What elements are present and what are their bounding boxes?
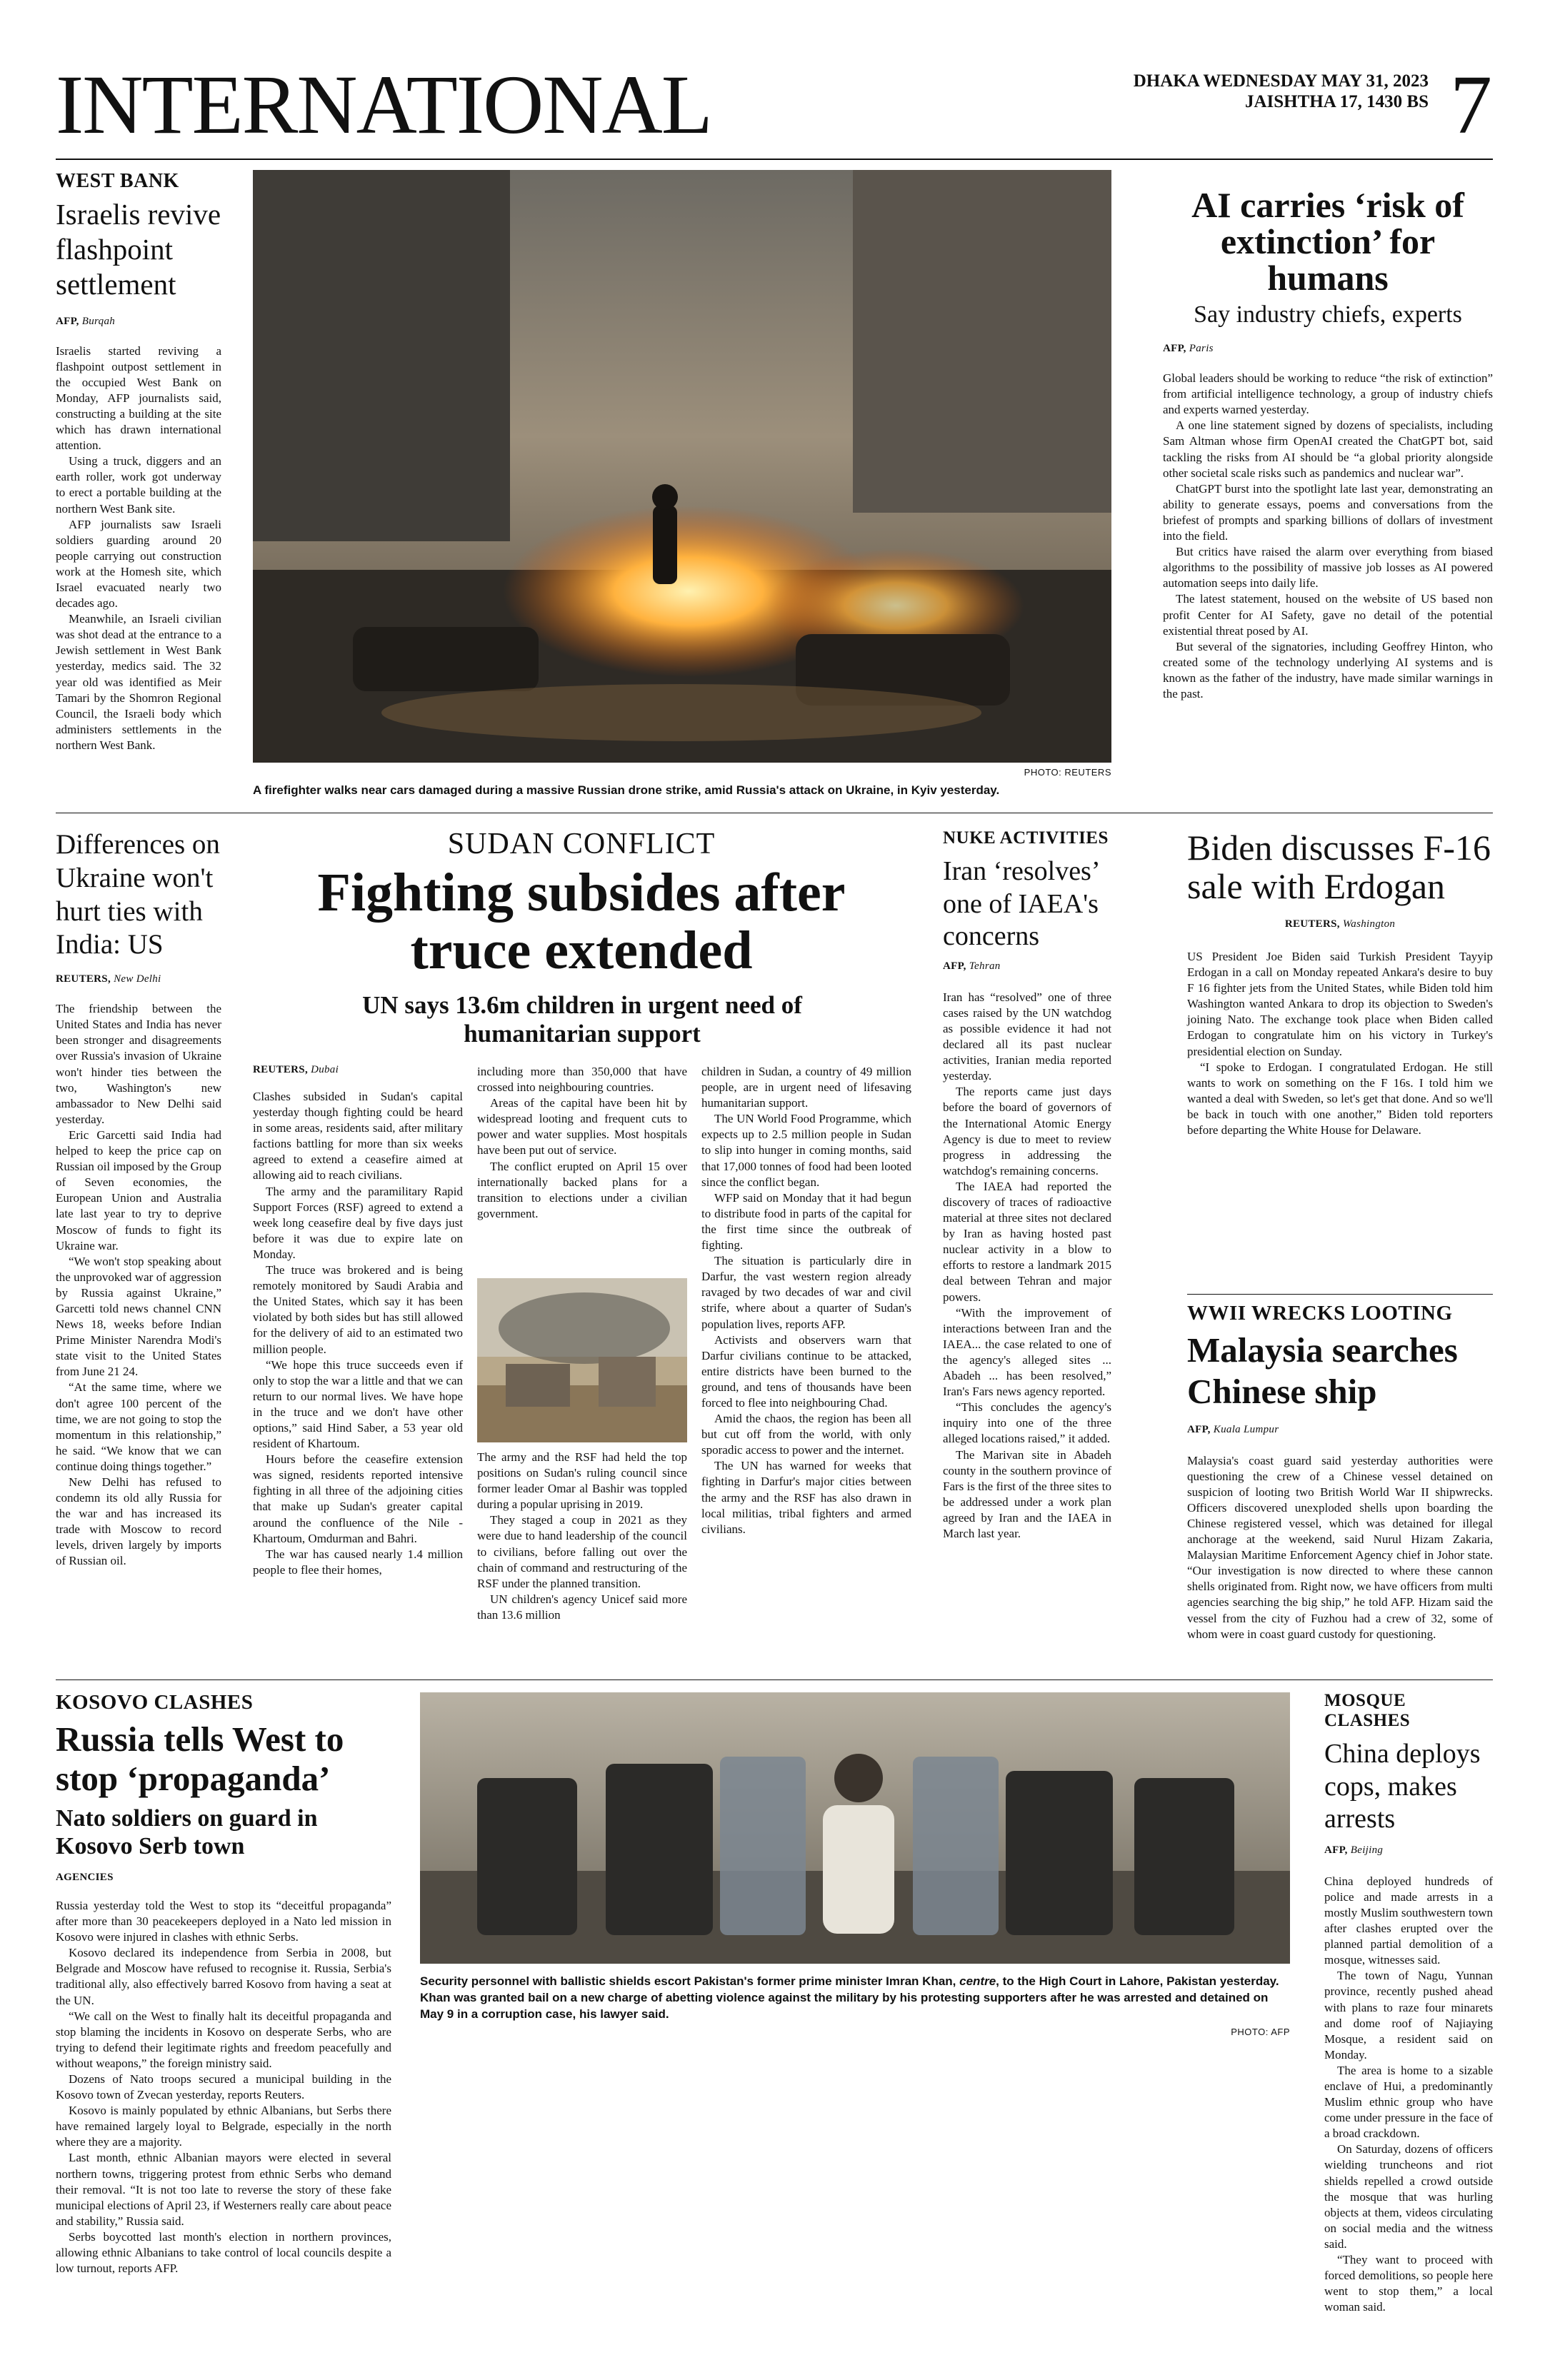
subheadline: Nato soldiers on guard in Kosovo Serb town [56, 1804, 318, 1859]
photo-sudan-inset [477, 1278, 687, 1442]
byline: AGENCIES [56, 1871, 114, 1883]
headline[interactable]: Israelis revive flashpoint settlement [56, 198, 221, 301]
byline: AFP, Burqah [56, 315, 116, 327]
section-divider [56, 1679, 1493, 1680]
byline: REUTERS, Washington [1284, 918, 1396, 930]
article-body: Iran has “resolved” one of three cases raised by the UN watchdog as possible evidence it had not declared all its past nuclear activities, Iranian media reported yesterday. The reports came just days before the board of governors of the International Atomic Energy Agency is due to meet to review progress in addressing the watchdog's remaining concerns. The IAEA had reported the discovery of traces of radioactive material at three sites not declared by Iran as having hosted past nuclear activity in a blow to efforts to restore a landmark 2015 deal between Tehran and major powers. “With the improvement of interactions between Iran and the IAEA... the case related to one of the agency's alleged sites ... Abadeh ... has been resolved,” Iran's Fars news agency reported. “This concludes the agency's inquiry into one of the three alleged locations raised,” it added. The Marivan site in Abadeh county in the southern province of Fars is the first of the three sites to be addressed under a work plan agreed by Iran and the IAEA in March last year. [943, 990, 1111, 1540]
sudan-column-3: children in Sudan, a country of 49 million people, are in urgent need of lifesaving humanitarian support. The UN World Food Programme, which expects up to 2.5 million people in Sudan to slip into hunger in coming months, said that 17,000 tonnes of food had been looted since the conflict began. WFP said on Monday that it had begun to distribute food in parts of the capital for the first time since the outbreak of fighting. The situation is particularly dire in Darfur, the vast western region already ravaged by two decades of war and civil strife, where about a quarter of Sudan's population lives, reports AFP. Activists and observers warn that Darfur civilians continue to be attacked, entire districts have been burned to the ground, and tens of thousands have been forced to flee into neighbouring Chad. Amid the chaos, the region has been all but cut off from the world, with only sporadic access to power and the internet. The UN has warned for weeks that fighting in Darfur's major cities between the army and the RSF has also drawn in local militias, tribal fighters and armed civilians. [701, 1065, 911, 1536]
photo-kyiv-drone-strike [253, 170, 1111, 763]
dateline-date: DHAKA WEDNESDAY MAY 31, 2023 [1133, 71, 1429, 91]
subheadline: Say industry chiefs, experts [1194, 301, 1462, 328]
photo-illustration [477, 1278, 687, 1442]
dateline [1114, 71, 1429, 113]
sudan-column-1: Clashes subsided in Sudan's capital yesterday though fighting could be heard in some areas, residents said, after military factions battling for more than six weeks agreed to extend a ceasefire aimed at allowing aid to reach civilians. The army and the paramilitary Rapid Support Forces (RSF) agreed to extend a week long ceasefire deal by five days just before it was due to expire late on Monday. The truce was brokered and is being remotely monitored by Saudi Arabia and the United States, which say it has been violated by both sides but has still allowed for the delivery of aid to an estimated two million people. “We hope this truce succeeds even if only to stop the war a little and that we can return to our normal lives. We have hope in the truce and we don't have other options,” said Hind Saber, a 53 year old resident of Khartoum. Hours before the ceasefire extension was signed, residents reported intensive fighting in all three of the adjoining cities that make up Sudan's greater capital around the confluence of the Nile - Khartoum, Omdurman and Bahri. The war has caused nearly 1.4 million people to flee their homes, [253, 1090, 463, 1577]
article-west-bank [56, 170, 221, 753]
byline: AFP, Paris [1163, 343, 1214, 355]
photo-credit: PHOTO: REUTERS [1024, 767, 1111, 778]
sudan-subheadline: UN says 13.6m children in urgent need of humanitarian support [362, 991, 802, 1048]
kicker: WEST BANK [56, 170, 179, 192]
byline: AFP, Kuala Lumpur [1187, 1423, 1279, 1435]
article-body: Malaysia's coast guard said yesterday authorities were questioning the crew of a Chinese vessel detained on suspicion of looting two British World War II shipwrecks. Officers discovered unexploded shells upon boarding the Chinese registered vessel, which was detained for illegal anchorage at the weekend, said Nurul Hizam Zakaria, Malaysian Maritime Enforcement Agency chief in Johor state. “Our investigation is now directed to where these cannon shells originated from. Right now, we have officers from multi agencies searching the big ship,” he told AFP. Hizam said the vessel from the city of Fuzhou had a crew of 32, some of whom were in coast guard custody for questioning. [1187, 1453, 1493, 1641]
masthead-rule [56, 159, 1493, 160]
headline[interactable]: AI carries ‘risk of extinction’ for humans [1191, 185, 1464, 298]
photo-credit: PHOTO: AFP [1231, 2027, 1290, 2037]
article-malaysia-ship [1187, 1294, 1493, 1642]
photo-caption: Security personnel with ballistic shields escort Pakistan's former prime minister Imran Khan, centre, to the High Court in Lahore, Pakistan yesterday. Khan was granted bail on a new charge of abetting violence against the military by his protesting supporters after he was arrested and detained on May 9 in a corruption case, his lawyer said. [420, 1974, 1279, 2021]
kicker: NUKE ACTIVITIES [943, 828, 1109, 848]
headline[interactable]: Differences on Ukraine won't hurt ties with India: US [56, 829, 220, 960]
sudan-column-2-top: including more than 350,000 that have crossed into neighbouring countries. Areas of the capital have been hit by widespread looting and frequent cuts to power and water supplies. Most hospitals have been put out of service. The conflict erupted on April 15 over internationally backed plans for a transition to elections under a civilian government. [477, 1065, 687, 1220]
article-kosovo [56, 1691, 391, 2276]
dateline-bangla-date: JAISHTHA 17, 1430 BS [1244, 91, 1429, 111]
article-body: China deployed hundreds of police and made arrests in a mostly Muslim southwestern town after clashes erupted over the planned partial demolition of a mosque, witnesses said. The town of Nagu, Yunnan province, recently pushed ahead with plans to raze four minarets and dome roof of Najiaying Mosque, a resident said on Monday. The area is home to a sizable enclave of Hui, a predominantly Muslim ethnic group who have come under pressure in the face of a broad crackdown. On Saturday, dozens of officers wielding truncheons and riot shields repelled a crowd outside the mosque that was hurling objects at them, videos circulating on social media and the witness said. “They want to proceed with forced demolitions, so people here went to stop them,” a local woman said. [1324, 1874, 1493, 2314]
sudan-byline: REUTERS, Dubai [253, 1064, 339, 1075]
photo-illustration [420, 1692, 1290, 1964]
article-body: The friendship between the United States and India has never been stronger and disagreements over Russia's invasion of Ukraine won't hinder ties between the two, Washington's new ambassador to New Delhi said yesterday. Eric Garcetti said India had helped to keep the price cap on Russian oil imposed by the Group of Seven economies, the European Union and Australia late last year to try to deprive Moscow of funds to fight its Ukraine war. “We won't stop speaking about the unprovoked war of aggression by Russia against Ukraine,” Garcetti told news channel CNN News 18, weeks before Indian Prime Minister Narendra Modi's state visit to the United States from June 21 24. “At the same time, where we don't agree 100 percent of the time, we are not going to stop the momentum in this relationship,” he said. “We know that we can continue doing things together.” New Delhi has refused to condemn its old ally Russia for the war and has increased its trade with Moscow to record levels, driven largely by imports of Russian oil. [56, 1002, 221, 1568]
page-number: 7 [1450, 58, 1492, 151]
headline[interactable]: Biden discusses F-16 sale with Erdogan [1187, 828, 1491, 906]
article-ukraine-india [56, 828, 221, 1570]
byline: AFP, Beijing [1324, 1844, 1384, 1856]
article-rule [1187, 1294, 1493, 1295]
headline[interactable]: China deploys cops, makes arrests [1324, 1739, 1481, 1834]
photo-imran-khan-escort [420, 1692, 1290, 1964]
sudan-kicker: SUDAN CONFLICT [447, 828, 716, 860]
byline: AFP, Tehran [943, 960, 1001, 972]
kicker: MOSQUE CLASHES [1324, 1691, 1411, 1730]
photo-caption: A firefighter walks near cars damaged during a massive Russian drone strike, amid Russia's attack on Ukraine, in Kyiv yesterday. [253, 783, 1000, 797]
section-title: INTERNATIONAL [56, 58, 711, 151]
headline[interactable]: Malaysia searches Chinese ship [1187, 1330, 1458, 1411]
article-iran-iaea [943, 828, 1111, 1542]
photo-illustration [253, 170, 1111, 763]
article-china-mosque [1324, 1691, 1493, 2315]
kicker: WWII WRECKS LOOTING [1187, 1302, 1453, 1325]
article-body: Russia yesterday told the West to stop its “deceitful propaganda” after more than 30 peacekeepers deployed in a Nato led mission in Kosovo were injured in clashes with ethnic Serbs. Kosovo declared its independence from Serbia in 2008, but Belgrade and Moscow have refused to recognise it. Russia, Serbia's traditional ally, also effectively barred Kosovo from having a seat at the UN. “We call on the West to finally halt its deceitful propaganda and stop blaming the incidents in Kosovo on desperate Serbs, who are trying to defend their legitimate rights and freedom peacefully and without weapons,” the foreign ministry said. Dozens of Nato troops secured a municipal building in the Kosovo town of Zvecan yesterday, reports Reuters. Kosovo is mainly populated by ethnic Albanians, but Serbs there have remained largely loyal to Belgrade, especially in the north where they are a majority. Last month, ethnic Albanian mayors were elected in several northern towns, triggering protest from ethnic Serbs who demand their removal. “It is not too late to reverse the story of these fake municipal elections of April 23, if Westerners really care about peace and stability,” Russia said. Serbs boycotted last month's election in northern provinces, allowing ethnic Albanians to take control of local councils despite a low turnout, reports AFP. [56, 1898, 391, 2276]
article-body: Global leaders should be working to reduce “the risk of extinction” from artificial intelligence technology, a group of industry chiefs and experts warned yesterday. A one line statement signed by dozens of specialists, including Sam Altman whose firm OpenAI created the ChatGPT bot, said tackling the risks from AI should be “a global priority alongside other societal scale risks such as pandemics and nuclear war”. ChatGPT burst into the spotlight late last year, demonstrating an ability to generate essays, poems and conversations from the briefest of prompts and sparking billions of dollars of investment into the field. But critics have raised the alarm over everything from biased algorithms to the possibility of massive job losses as AI powered automation seeps into daily life. The latest statement, housed on the website of US based non profit Center for AI Safety, gave no detail of the potential existential threat posed by AI. But several of the signatories, including Geoffrey Hinton, who created some of the technology underlying AI systems and is known as the father of the industry, have made similar warnings in the past. [1163, 371, 1493, 701]
sudan-column-2-bottom: The army and the RSF had held the top positions on Sudan's ruling council since former leader Omar al Bashir was toppled during a popular uprising in 2019. They staged a coup in 2021 as they were due to hand leadership of the council to civilians, before falling out over the chain of command and restructuring of the RSF under the planned transition. UN children's agency Unicef said more than 13.6 million [477, 1450, 687, 1622]
kicker: KOSOVO CLASHES [56, 1691, 254, 1714]
headline[interactable]: Russia tells West to stop ‘propaganda’ [56, 1719, 344, 1798]
article-biden-erdogan [1187, 828, 1493, 1138]
article-body: US President Joe Biden said Turkish President Tayyip Erdogan in a call on Monday repeated Ankara's desire to buy F 16 fighter jets from the United States, while Biden told him Washington wanted Ankara to drop its objection to Sweden's joining Nato. The exchange took place when Biden called Erdogan to congratulate him on his victory in Turkey's presidential election on Sunday. “I spoke to Erdogan. I congratulated Erdogan. He still wants to work on something on the F 16s. I told him we wanted a deal with Sweden, so let's get that done. And so we'll be back in touch with one another,” Biden told reporters before departing the White House for Delaware. [1187, 950, 1493, 1138]
headline[interactable]: Iran ‘resolves’ one of IAEA's concerns [943, 856, 1099, 952]
byline: REUTERS, New Delhi [56, 973, 161, 985]
article-body: Israelis started reviving a flashpoint outpost settlement in the occupied West Bank on Monday, AFP journalists said, constructing a building at the site which has drawn international attention. Using a truck, diggers and an earth roller, work got underway to erect a portable building at the northern West Bank site. AFP journalists saw Israeli soldiers guarding around 20 people carrying out construction work at the Homesh site, which Israel evacuated nearly two decades ago. Meanwhile, an Israeli civilian was shot dead at the entrance to a Jewish settlement in West Bank yesterday, medics said. The 32 year old was identified as Meir Tamari by the Shomron Regional Council, the Israeli body which administers settlements in the northern West Bank. [56, 343, 221, 752]
sudan-headline[interactable]: Fighting subsides after truce extended [317, 863, 846, 980]
article-ai-extinction [1163, 187, 1493, 702]
